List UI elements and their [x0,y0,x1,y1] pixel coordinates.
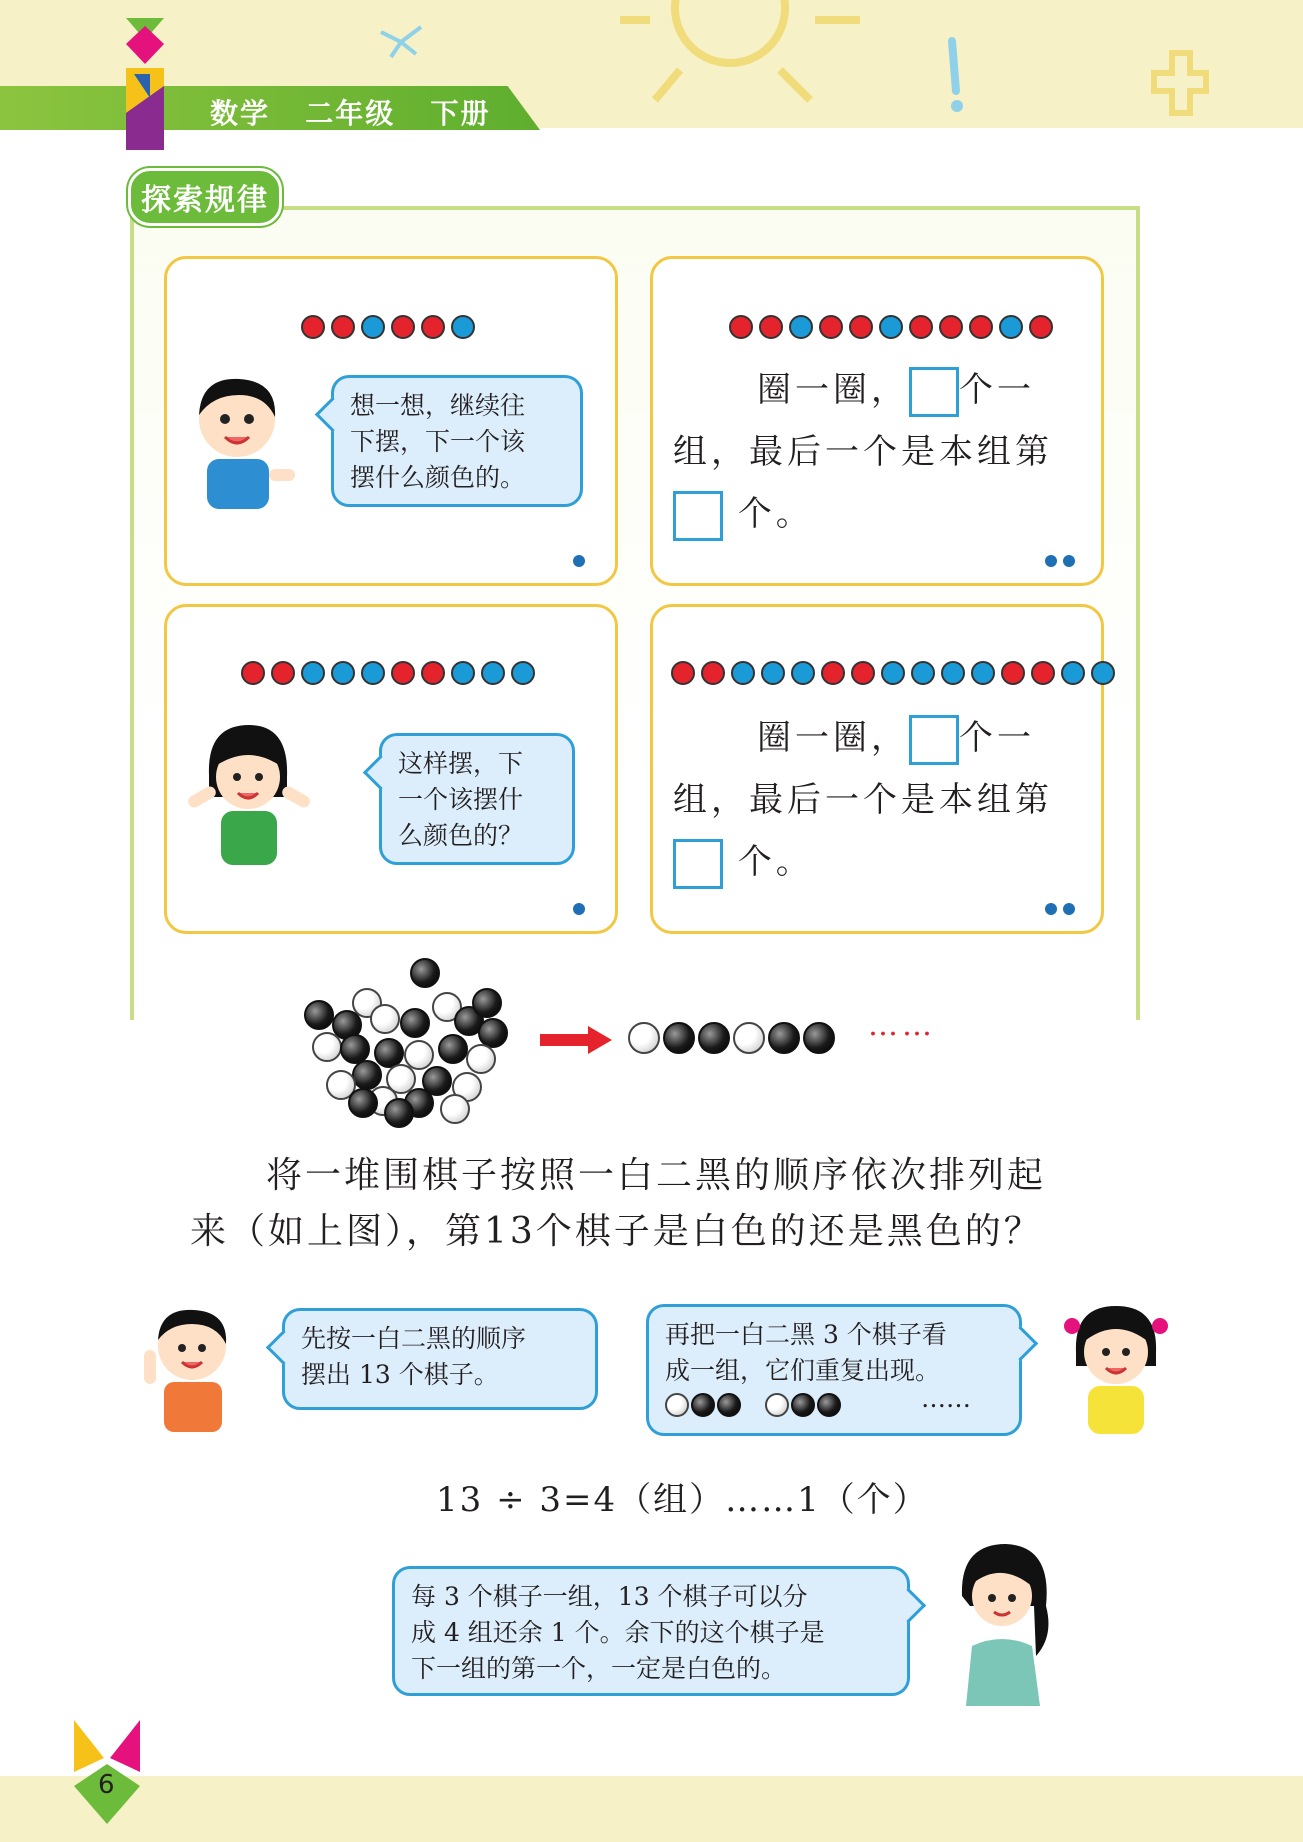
blue-bead [361,315,385,339]
grade-label: 二年级 [305,97,396,130]
difficulty-dots [1045,555,1075,567]
red-bead [421,661,445,685]
ellipsis: …… [868,1008,936,1043]
blue-bead [481,661,505,685]
go-stone-pile [292,948,522,1130]
white-stone [665,1393,689,1417]
blue-bead [1061,661,1085,685]
blue-bead [911,661,935,685]
volume-label: 下册 [430,97,491,130]
white-stone [765,1393,789,1417]
white-stone [733,1022,765,1054]
speech-line: 摆出 13 个棋子。 [301,1360,499,1389]
problem-line: 将一堆围棋子按照一白二黑的顺序依次排列起 [266,1155,1047,1196]
red-bead [1001,661,1025,685]
speech-line: 再把一白二黑 3 个棋子看 [665,1320,947,1349]
red-bead [421,315,445,339]
blue-bead [999,315,1023,339]
black-stone [817,1393,841,1417]
red-bead [701,661,725,685]
black-stone [791,1393,815,1417]
speech-line: 么颜色的？ [398,821,524,850]
black-stone [410,958,440,988]
black-stone [803,1022,835,1054]
subject-label: 数学 [210,97,271,130]
blue-bead [301,661,325,685]
red-bead [939,315,963,339]
footer-background [0,1776,1303,1842]
blue-bead [511,661,535,685]
red-bead [969,315,993,339]
book-header [210,92,491,132]
bead-row [301,315,475,339]
bead-row [729,315,1053,339]
red-bead [391,661,415,685]
blue-bead [451,661,475,685]
blue-bead [451,315,475,339]
black-stone [691,1393,715,1417]
blue-bead [761,661,785,685]
page-number: 6 [98,1770,115,1800]
red-bead [331,315,355,339]
speech-line: 一个该摆什 [398,785,524,814]
difficulty-dots [1045,903,1075,915]
black-stone [717,1393,741,1417]
card-boy-question [164,256,618,586]
bead-row [671,661,1115,685]
blue-bead [879,315,903,339]
white-stone [628,1022,660,1054]
red-bead [671,661,695,685]
boy-speech-bubble [331,375,583,507]
blue-bead [791,661,815,685]
red-bead [729,315,753,339]
arrow-right-icon [540,1026,612,1054]
red-bead [241,661,265,685]
card-circle-groups-1 [650,256,1104,586]
difficulty-dots [573,903,585,915]
speech-line: 成一组，它们重复出现。 [665,1356,941,1385]
circle-instruction: 圈一圈， 个一 组，最后一个是本组第 个。 [673,359,1093,545]
go-stone-row [628,1022,848,1058]
blue-bead [881,661,905,685]
ellipsis: …… [921,1384,971,1413]
star-doodle-icon [376,22,426,62]
card-circle-groups-2 [650,604,1104,934]
blue-bead [331,661,355,685]
circle-instruction: 圈一圈， 个一 组，最后一个是本组第 个。 [673,707,1093,893]
speech-line: 成 4 组还余 1 个。余下的这个棋子是 [411,1618,825,1647]
girl-avatar [183,715,313,875]
teacher-avatar [942,1536,1062,1706]
teacher-speech-bubble [392,1566,910,1696]
black-stone [384,1098,414,1128]
black-stone [698,1022,730,1054]
exclamation-doodle-icon [940,36,970,116]
black-stone [438,1034,468,1064]
girl-avatar [1060,1296,1170,1436]
red-bead [391,315,415,339]
girl-speech-bubble [646,1304,1022,1436]
section-title: 探索规律 [128,168,282,226]
black-stone [348,1088,378,1118]
plus-doodle-icon [1150,48,1210,118]
speech-line: 这样摆，下 [398,749,524,778]
boy-avatar [140,1300,240,1435]
difficulty-dots [573,555,585,567]
speech-line: 每 3 个棋子一组，13 个棋子可以分 [411,1582,808,1611]
red-bead [821,661,845,685]
white-stone [312,1032,342,1062]
grouped-stones-example [665,1384,1003,1423]
division-equation: 13 ÷ 3=4（组）……1（个） [436,1480,929,1520]
black-stone [304,1000,334,1030]
red-bead [759,315,783,339]
red-bead [271,661,295,685]
speech-line: 下一组的第一个，一定是白色的。 [411,1654,787,1683]
speech-line: 摆什么颜色的。 [350,463,526,492]
black-stone [663,1022,695,1054]
answer-box-position[interactable] [673,839,723,889]
white-stone [466,1044,496,1074]
blue-bead [971,661,995,685]
black-stone [400,1008,430,1038]
answer-box-group-size[interactable] [909,367,959,417]
bead-row [241,661,535,685]
tangram-logo-icon [104,18,174,153]
black-stone [472,988,502,1018]
red-bead [909,315,933,339]
red-bead [849,315,873,339]
girl-speech-bubble [379,733,575,865]
red-bead [1031,661,1055,685]
speech-line: 先按一白二黑的顺序 [301,1324,527,1353]
red-bead [819,315,843,339]
boy-speech-bubble [282,1308,598,1410]
red-bead [301,315,325,339]
speech-line: 想一想，继续往 [350,391,526,420]
blue-bead [731,661,755,685]
blue-bead [789,315,813,339]
boy-avatar [185,371,295,521]
blue-bead [941,661,965,685]
answer-box-position[interactable] [673,491,723,541]
red-bead [1029,315,1053,339]
black-stone [768,1022,800,1054]
black-stone [352,1060,382,1090]
speech-line: 下摆，下一个该 [350,427,526,456]
white-stone [370,1004,400,1034]
red-bead [851,661,875,685]
problem-statement [190,1148,1120,1260]
problem-line: 来（如上图），第13个棋子是白色的还是黑色的？ [190,1211,1043,1252]
white-stone [440,1094,470,1124]
blue-bead [361,661,385,685]
answer-box-group-size[interactable] [909,715,959,765]
blue-bead [1091,661,1115,685]
sun-decoration-icon [620,0,870,110]
card-girl-question [164,604,618,934]
